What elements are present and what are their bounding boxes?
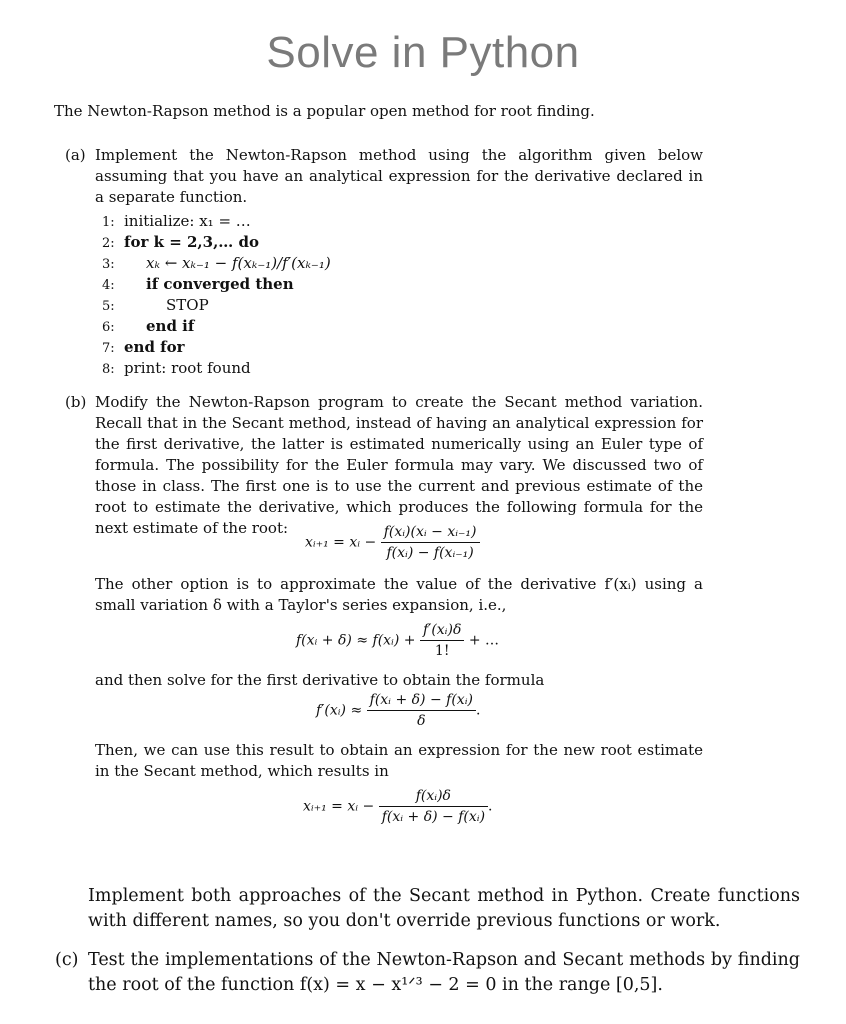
- equation-secant-2: xᵢ₊₁ = xᵢ − $\frac{\text{f(xᵢ)δ}}{\text{f(xᵢ + δ) − f(xᵢ)}}$ .: [303, 788, 493, 825]
- intro-text: The Newton-Rapson method is a popular open method for root finding.: [54, 102, 595, 120]
- part-a-label: (a): [65, 146, 86, 164]
- page-title: Solve in Python: [266, 28, 580, 77]
- algo-line-3: 3: xₖ ← xₖ₋₁ − f(xₖ₋₁)/f′(xₖ₋₁): [102, 254, 331, 272]
- algo-line-8: 8: print: root found: [102, 359, 251, 377]
- implement-instruction: Implement both approaches of the Secant method in Python. Create functions with different names, so you don't override previous functions or work.: [88, 886, 800, 931]
- algo-line-7: 7: end for: [102, 338, 185, 356]
- part-b-text-3: and then solve for the first derivative to obtain the formula: [95, 671, 545, 689]
- part-b-text-2: The other option is to approximate the value of the derivative f′(xᵢ) using a small variation δ with a Taylor's series expansion, i.e.,: [95, 575, 703, 614]
- equation-taylor: f(xᵢ + δ) ≈ f(xᵢ) + $\frac{\text{f′(xᵢ)δ}}{1!}$ + …: [296, 622, 500, 659]
- part-b-text-4: Then, we can use this result to obtain an expression for the new root estimate in the Secant method, which results in: [95, 741, 703, 780]
- algo-line-2: 2: for k = 2,3,… do: [102, 233, 260, 251]
- part-c-text: Test the implementations of the Newton-Rapson and Secant methods by finding the root of the function f(x) = x − x¹ᐟ³ − 2 = 0 in the range [0,5].: [88, 950, 800, 995]
- part-b-text-1: Modify the Newton-Rapson program to create the Secant method variation. Recall that in the Secant method, instead of having an analytical expression for the first derivative, the latter is estimated numerically using an Euler type of formula. The possibility for the Euler formula may vary. We discussed two of those in class. The first one is to use the current and previous estimate of the root to estimate the derivative, which produces the following formula for the next estimate of the root:: [95, 393, 703, 537]
- algo-line-5: 5: STOP: [102, 296, 209, 314]
- part-b-label: (b): [65, 393, 87, 411]
- algo-line-1: 1: initialize: x₁ = …: [102, 212, 251, 230]
- equation-secant-1: xᵢ₊₁ = xᵢ − $\frac{\text{f(xᵢ)(xᵢ − xᵢ₋₁)}}{\text{f(xᵢ) − f(xᵢ₋₁)}}$: [305, 524, 480, 561]
- part-a-text: Implement the Newton-Rapson method using the algorithm given below assuming that you have an analytical expression for the derivative declared in a separate function.: [95, 146, 703, 206]
- algo-line-6: 6: end if: [102, 317, 195, 335]
- algo-line-4: 4: if converged then: [102, 275, 294, 293]
- equation-derivative: f′(xᵢ) ≈ $\frac{\text{f(xᵢ + δ) − f(xᵢ)}}{\delta}$ .: [316, 692, 481, 729]
- part-c-label: (c): [55, 950, 79, 970]
